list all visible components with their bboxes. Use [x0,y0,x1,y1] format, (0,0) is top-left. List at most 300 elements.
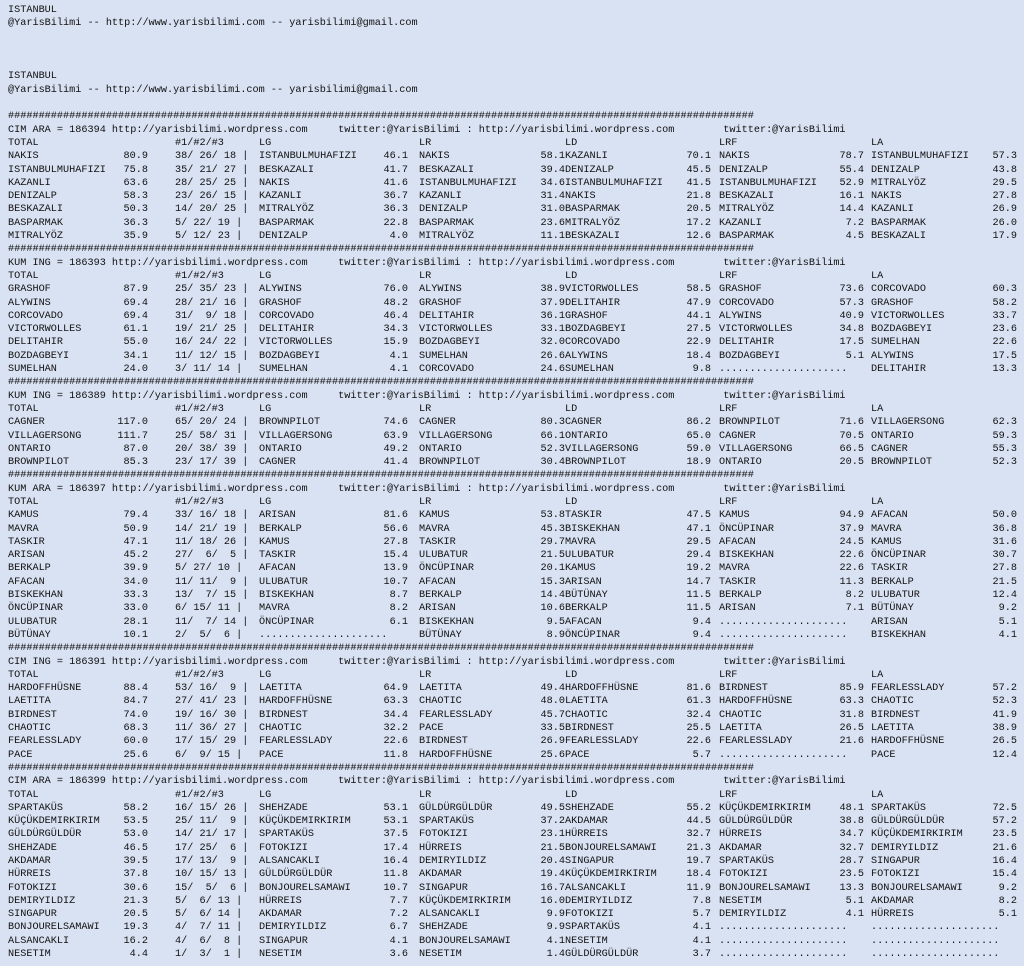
cell-col-9: LRF [719,669,738,681]
cell-col-4: 4.1 [389,364,408,376]
cell-col-1: 111.7 [117,430,148,442]
cell-col-0: GÜLDÜRGÜLDÜR [8,829,82,841]
cell-col-9: BOZDAGBEYI [719,350,781,362]
cell-col-12: 55.3 [992,443,1017,455]
cell-col-11: ..................... [871,922,1000,934]
cell-col-4: 15.9 [383,337,408,349]
cell-col-3: CAGNER [259,457,296,469]
cell-col-6: 48.0 [540,696,565,708]
cell-col-1: 39.5 [123,856,148,867]
cell-col-10: 5.1 [845,350,864,362]
cell-col-6: 66.1 [540,430,565,442]
cell-col-3: DEMIRYILDIZ [259,922,327,934]
cell-col-4: 46.1 [383,151,408,163]
cell-col-9: LRF [719,789,738,801]
cell-col-1: 28.1 [123,616,148,628]
cell-col-11: LA [871,496,884,508]
cell-col-4: 7.7 [389,895,408,907]
cell-col-10: 73.6 [839,284,864,296]
cell-col-6: 80.3 [540,417,565,429]
cell-col-4: 48.2 [383,297,408,309]
cell-col-9: KAMUS [719,510,750,522]
cell-col-7: VICTORWOLLES [565,284,639,296]
cell-col-11: ..................... [871,935,1000,947]
table-row [8,416,1024,429]
cell-col-5: CHAOTIC [419,696,462,708]
table-row [8,164,1024,177]
cell-col-8: 21.8 [686,191,711,203]
cell-col-12: 50.0 [992,510,1017,522]
cell-col-8: 11.5 [686,603,711,615]
cell-col-10: 34.7 [839,829,864,841]
cell-col-1: 35.9 [123,231,148,243]
cell-col-7: SINGAPUR [565,856,614,867]
cell-col-11: AFACAN [871,510,908,522]
cell-col-7: ALYWINS [565,350,608,362]
cell-col-3: AKDAMAR [259,909,302,921]
cell-col-6: 26.9 [540,736,565,748]
cell-col-12: 59.3 [992,430,1017,442]
cell-col-5: MAVRA [419,523,450,535]
cell-col-2: #1/#2/#3 [175,789,224,801]
cell-col-2: 5/ 22/ 19 | [175,217,243,229]
cell-col-4: 6.7 [389,922,408,934]
cell-col-9: BROWNPILOT [719,417,781,429]
cell-col-0: ISTANBULMUHAFIZI [8,164,106,176]
cell-col-10: 22.6 [839,550,864,562]
cell-col-12: 38.9 [992,723,1017,735]
cell-col-11: ISTANBULMUHAFIZI [871,151,969,163]
cell-col-7: NESETIM [565,935,608,947]
table-row [8,549,1024,562]
cell-col-10: 17.5 [839,337,864,349]
cell-col-12: 41.9 [992,709,1017,721]
cell-col-1: 74.0 [123,709,148,721]
cell-col-6: 23.1 [540,829,565,841]
cell-col-0: SUMELHAN [8,364,57,376]
cell-col-2: 23/ 17/ 39 | [175,457,249,469]
cell-col-8: 9.4 [692,616,711,628]
column-header-row [8,496,1024,509]
cell-col-0: CORCOVADO [8,310,64,322]
cell-col-3: FEARLESSLADY [259,736,333,748]
cell-col-4: 15.4 [383,550,408,562]
cell-col-4: 64.9 [383,683,408,695]
cell-col-6: 10.6 [540,603,565,615]
spacer [8,97,1024,110]
cell-col-8: 4.1 [692,935,711,947]
cell-col-0: TOTAL [8,496,39,508]
cell-col-5: DEMIRYILDIZ [419,856,487,867]
cell-col-2: 31/ 9/ 18 | [175,310,249,322]
cell-col-1: 75.8 [123,164,148,176]
race-header: CIM ARA = 186394 http://yarisbilimi.wordpress.com twitter:@YarisBilimi : http://yarisbilimi.wordpress.com twitter:@YarisBilimi [8,124,846,136]
cell-col-11: PACE [871,749,896,761]
cell-col-3: MAVRA [259,603,290,615]
cell-col-8: 11.5 [686,590,711,602]
table-row [8,336,1024,349]
cell-col-7: LD [565,137,578,149]
cell-col-5: LR [419,669,432,681]
cell-col-3: ALSANCAKLI [259,856,321,867]
cell-col-7: BESKAZALI [565,231,621,243]
cell-col-3: SPARTAKÜS [259,829,315,841]
cell-col-9: LRF [719,270,738,282]
cell-col-8: 18.9 [686,457,711,469]
cell-col-4: 7.2 [389,909,408,921]
cell-col-12: 9.2 [998,603,1017,615]
cell-col-2: 10/ 15/ 13 | [175,869,249,881]
cell-col-8: 7.8 [692,895,711,907]
cell-col-7: PACE [565,749,590,761]
cell-col-11: ULUBATUR [871,590,920,602]
cell-col-1: 34.0 [123,576,148,588]
cell-col-11: BÜTÜNAY [871,603,914,615]
cell-col-1: 63.6 [123,177,148,189]
cell-col-6: 9.9 [546,909,565,921]
cell-col-2: 33/ 16/ 18 | [175,510,249,522]
cell-col-4: 56.6 [383,523,408,535]
cell-col-2: 25/ 35/ 23 | [175,284,249,296]
cell-col-4: 3.6 [389,949,408,961]
cell-col-10: 22.6 [839,563,864,575]
cell-col-3: GRASHOF [259,297,302,309]
cell-col-2: 14/ 21/ 19 | [175,523,249,535]
cell-col-11: ARISAN [871,616,908,628]
cell-col-2: 13/ 7/ 15 | [175,590,249,602]
cell-col-5: LR [419,403,432,415]
cell-col-3: LAETITA [259,683,302,695]
table-row [8,948,1024,961]
cell-col-11: DELITAHIR [871,364,927,376]
cell-col-9: NAKIS [719,151,750,163]
cell-col-0: ALSANCAKLI [8,935,70,947]
cell-col-6: 14.4 [540,590,565,602]
cell-col-10: 52.9 [839,177,864,189]
cell-col-12: 23.6 [992,324,1017,336]
cell-col-11: CORCOVADO [871,284,927,296]
table-row [8,350,1024,363]
cell-col-9: ..................... [719,749,848,761]
cell-col-2: 3/ 11/ 14 | [175,364,243,376]
cell-col-8: 58.5 [686,284,711,296]
cell-col-3: LG [259,403,272,415]
cell-col-9: LRF [719,403,738,415]
cell-col-6: 11.1 [540,231,565,243]
cell-col-0: DELITAHIR [8,337,64,349]
cell-col-11: BESKAZALI [871,231,927,243]
cell-col-0: DENIZALP [8,191,57,203]
table-row [8,895,1024,908]
cell-col-1: 16.2 [123,935,148,947]
cell-col-1: 33.0 [123,603,148,615]
cell-col-1: 87.0 [123,443,148,455]
cell-col-0: AKDAMAR [8,856,51,867]
cell-col-0: TOTAL [8,669,39,681]
cell-col-11: NAKIS [871,191,902,203]
cell-col-8: 47.5 [686,510,711,522]
cell-col-8: 19.7 [686,856,711,867]
table-row [8,842,1024,855]
cell-col-5: LR [419,496,432,508]
cell-col-0: TOTAL [8,403,39,415]
column-header-row [8,137,1024,150]
cell-col-1: 85.3 [123,457,148,469]
cell-col-12: 60.3 [992,284,1017,296]
cell-col-5: BISKEKHAN [419,616,475,628]
cell-col-11: BERKALP [871,576,914,588]
cell-col-2: 38/ 26/ 18 | [175,151,249,163]
table-row [8,695,1024,708]
cell-col-10: 26.5 [839,723,864,735]
cell-col-0: BESKAZALI [8,204,64,216]
cell-col-0: SHEHZADE [8,842,57,854]
table-row [8,562,1024,575]
cell-col-4: 41.6 [383,177,408,189]
cell-col-6: 4.1 [546,935,565,947]
cell-col-8: 5.7 [692,909,711,921]
cell-col-0: BIRDNEST [8,709,57,721]
cell-col-4: 10.7 [383,576,408,588]
cell-col-4: 17.4 [383,842,408,854]
cell-col-10: 7.2 [845,217,864,229]
cell-col-0: MITRALYÖZ [8,231,64,243]
cell-col-12: 12.4 [992,749,1017,761]
cell-col-9: DELITAHIR [719,337,775,349]
cell-col-2: 23/ 26/ 15 | [175,191,249,203]
cell-col-7: MITRALYÖZ [565,217,621,229]
cell-col-7: HARDOFFHÜSNE [565,683,639,695]
cell-col-10: 48.1 [839,802,864,814]
cell-col-9: DENIZALP [719,164,768,176]
cell-col-9: BESKAZALI [719,191,775,203]
cell-col-2: 28/ 25/ 25 | [175,177,249,189]
cell-col-11: BISKEKHAN [871,629,927,641]
cell-col-5: SHEHZADE [419,922,468,934]
cell-col-0: ÖNCÜPINAR [8,603,64,615]
cell-col-9: ÖNCÜPINAR [719,523,775,535]
cell-col-3: ONTARIO [259,443,302,455]
cell-col-2: 5/ 6/ 13 | [175,895,243,907]
table-row [8,363,1024,376]
cell-col-11: KAMUS [871,536,902,548]
cell-col-9: NESETIM [719,895,762,907]
cell-col-2: 14/ 20/ 25 | [175,204,249,216]
cell-col-2: 35/ 21/ 27 | [175,164,249,176]
cell-col-9: ..................... [719,949,848,961]
cell-col-3: BERKALP [259,523,302,535]
cell-col-7: SHEHZADE [565,802,614,814]
race-header: CIM ING = 186391 http://yarisbilimi.wordpress.com twitter:@YarisBilimi : http://yarisbilimi.wordpress.com twitter:@YarisBilimi [8,656,846,668]
cell-col-5: FEARLESSLADY [419,709,493,721]
cell-col-8: 44.1 [686,310,711,322]
cell-col-6: 49.4 [540,683,565,695]
cell-col-10: 55.4 [839,164,864,176]
cell-col-8: 14.7 [686,576,711,588]
cell-col-9: GÜLDÜRGÜLDÜR [719,816,793,828]
cell-col-3: LG [259,789,272,801]
cell-col-12: 16.4 [992,856,1017,867]
race-header: CIM ARA = 186399 http://yarisbilimi.wordpress.com twitter:@YarisBilimi : http://yarisbilimi.wordpress.com twitter:@YarisBilimi [8,776,846,788]
table-row [8,576,1024,589]
table-row [8,709,1024,722]
cell-col-10: 37.9 [839,523,864,535]
cell-col-4: 63.9 [383,430,408,442]
cell-col-2: 19/ 21/ 25 | [175,324,249,336]
cell-col-9: BONJOURELSAMAWI [719,882,811,894]
cell-col-11: BOZDAGBEYI [871,324,933,336]
cell-col-9: LAETITA [719,723,762,735]
cell-col-12: 52.3 [992,696,1017,708]
cell-col-10: 8.2 [845,590,864,602]
cell-col-7: SUMELHAN [565,364,614,376]
cell-col-11: GRASHOF [871,297,914,309]
cell-col-7: BASPARMAK [565,204,621,216]
cell-col-6: 26.6 [540,350,565,362]
cell-col-7: ULUBATUR [565,550,614,562]
cell-col-12: 12.4 [992,590,1017,602]
cell-col-9: ARISAN [719,603,756,615]
race-header: KUM ING = 186389 http://yarisbilimi.wordpress.com twitter:@YarisBilimi : http://yarisbilimi.wordpress.com twitter:@YarisBilimi [8,390,846,402]
cell-col-8: 18.4 [686,869,711,881]
table-row [8,935,1024,948]
spacer [8,31,1024,71]
cell-col-5: MITRALYÖZ [419,231,475,243]
cell-col-6: 16.0 [540,895,565,907]
cell-col-7: ONTARIO [565,430,608,442]
cell-col-2: 11/ 7/ 14 | [175,616,249,628]
cell-col-0: ARISAN [8,550,45,562]
cell-col-12: 27.8 [992,563,1017,575]
cell-col-10: 4.5 [845,231,864,243]
cell-col-10: 24.5 [839,536,864,548]
cell-col-7: ISTANBULMUHAFIZI [565,177,663,189]
cell-col-9: AKDAMAR [719,842,762,854]
cell-col-5: VICTORWOLLES [419,324,493,336]
cell-col-2: 27/ 6/ 5 | [175,550,249,562]
cell-col-3: SINGAPUR [259,935,308,947]
cell-col-6: 24.6 [540,364,565,376]
cell-col-4: 41.4 [383,457,408,469]
cell-col-9: VICTORWOLLES [719,324,793,336]
table-row [8,908,1024,921]
cell-col-7: VILLAGERSONG [565,443,639,455]
cell-col-11: KÜÇÜKDEMIRKIRIM [871,829,963,841]
cell-col-3: ..................... [259,629,388,641]
cell-col-5: VILLAGERSONG [419,430,493,442]
cell-col-6: 36.1 [540,310,565,322]
column-header-row [8,403,1024,416]
cell-col-9: ONTARIO [719,457,762,469]
race-header: KUM ARA = 186397 http://yarisbilimi.wordpress.com twitter:@YarisBilimi : http://yarisbilimi.wordpress.com twitter:@YarisBilimi [8,483,846,495]
cell-col-2: 14/ 21/ 17 | [175,829,249,841]
cell-col-12: 43.8 [992,164,1017,176]
cell-col-0: TOTAL [8,789,39,801]
cell-col-9: BIRDNEST [719,683,768,695]
cell-col-10: 16.1 [839,191,864,203]
cell-col-8: 25.5 [686,723,711,735]
cell-col-4: 11.8 [383,749,408,761]
table-row [8,536,1024,549]
cell-col-3: SHEHZADE [259,802,308,814]
cell-col-11: BASPARMAK [871,217,927,229]
table-row [8,323,1024,336]
cell-col-3: LG [259,496,272,508]
cell-col-3: FOTOKIZI [259,842,308,854]
cell-col-5: BOZDAGBEYI [419,337,481,349]
cell-col-2: 17/ 25/ 6 | [175,842,249,854]
contact-line: @YarisBilimi -- http://www.yarisbilimi.com -- yarisbilimi@gmail.com [8,84,418,96]
cell-col-6: 20.4 [540,856,565,867]
cell-col-12: 26.9 [992,204,1017,216]
cell-col-0: VILLAGERSONG [8,430,82,442]
cell-col-1: 21.3 [123,895,148,907]
cell-col-5: FOTOKIZI [419,829,468,841]
cell-col-8: 19.2 [686,563,711,575]
cell-col-5: ALSANCAKLI [419,909,481,921]
cell-col-10: 66.5 [839,443,864,455]
table-row [8,722,1024,735]
cell-col-5: KÜÇÜKDEMIRKIRIM [419,895,511,907]
cell-col-6: 33.5 [540,723,565,735]
cell-col-0: HARDOFFHÜSNE [8,683,82,695]
cell-col-3: SUMELHAN [259,364,308,376]
cell-col-2: 1/ 3/ 1 | [175,949,243,961]
table-row [8,855,1024,868]
table-row [8,190,1024,203]
cell-col-3: PACE [259,749,284,761]
cell-col-4: 41.7 [383,164,408,176]
cell-col-5: DELITAHIR [419,310,475,322]
cell-col-7: HÜRREIS [565,829,608,841]
cell-col-8: 29.4 [686,550,711,562]
cell-col-11: LA [871,270,884,282]
cell-col-6: 45.3 [540,523,565,535]
cell-col-5: BROWNPILOT [419,457,481,469]
cell-col-12: 36.8 [992,523,1017,535]
cell-col-8: 22.6 [686,736,711,748]
cell-col-11: BONJOURELSAMAWI [871,882,963,894]
cell-col-6: 52.3 [540,443,565,455]
cell-col-8: 59.0 [686,443,711,455]
cell-col-7: DEMIRYILDIZ [565,895,633,907]
race-header: KUM ING = 186393 http://yarisbilimi.wordpress.com twitter:@YarisBilimi : http://yarisbilimi.wordpress.com twitter:@YarisBilimi [8,257,846,269]
table-row [8,230,1024,243]
cell-col-12: 26.5 [992,736,1017,748]
table-row [8,310,1024,323]
cell-col-2: 25/ 58/ 31 | [175,430,249,442]
cell-col-1: 79.4 [123,510,148,522]
location-title: ISTANBUL [8,5,57,16]
cell-col-6: 37.9 [540,297,565,309]
cell-col-11: DENIZALP [871,164,920,176]
cell-col-12: 23.5 [992,829,1017,841]
cell-col-11: SINGAPUR [871,856,920,867]
cell-col-5: LAETITA [419,683,462,695]
cell-col-4: 53.1 [383,802,408,814]
cell-col-3: ALYWINS [259,284,302,296]
cell-col-8: 47.9 [686,297,711,309]
cell-col-4: 36.7 [383,191,408,203]
cell-col-1: 46.5 [123,842,148,854]
cell-col-6: 39.4 [540,164,565,176]
cell-col-5: AKDAMAR [419,869,462,881]
cell-col-7: KÜÇÜKDEMIRKIRIM [565,869,657,881]
table-row [8,882,1024,895]
cell-col-4: 49.2 [383,443,408,455]
cell-col-1: 80.9 [123,151,148,163]
cell-col-11: BIRDNEST [871,709,920,721]
